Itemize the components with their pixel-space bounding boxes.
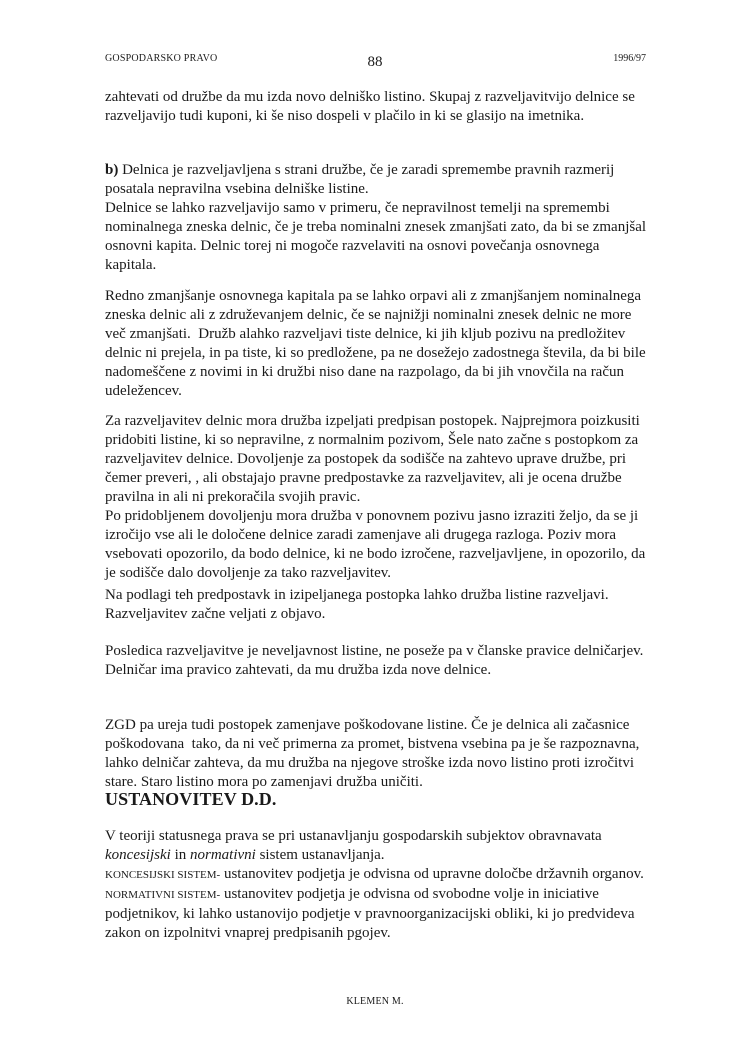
text-run: sistem ustanavljanja. (255, 847, 385, 863)
text-run: ustanovitev podjetja je odvisna od svobodne volje in iniciative podjetnikov, ki lahko ustanovijo podjetje v pravnoorganizacijski obliki, ki jo predvideva zakon on izpolnitvi vnaprej predpisanih pgojev. (105, 886, 639, 941)
section-heading-ustanovitev-dd: USTANOVITEV D.D. (105, 789, 277, 809)
paragraph (105, 605, 647, 624)
header-year: 1996/97 (613, 53, 646, 64)
text-run: Posledica razveljavitve je neveljavnost listine, ne poseže pa v članske pravice delničarjev. Delničar ima pravico zahtevati, da mu družba izda nove delnice. (105, 643, 648, 678)
paragraph (105, 161, 647, 199)
text-run: Po pridobljenem dovoljenju mora družba v ponovnem pozivu jasno izraziti željo, da se ji izročijo vse ali le določene delnice zaradi zamenjave ali drugega razloga. Poziv mora vsebovati opozorilo, da bodo delnice, ki ne bodo izročene, razveljavljene, in opozorilo, da je sodišče dalo dovoljenje za tako razveljavitev. (105, 508, 649, 581)
text-run: Delnica je razveljavljena s strani družbe, če je zaradi spremembe pravnih razmerij posatala nepravilna vsebina delniške listine. (105, 162, 619, 197)
paragraph (105, 885, 647, 943)
paragraph (105, 507, 647, 583)
paragraph-block-continuation (105, 88, 647, 126)
paragraph (105, 827, 647, 865)
paragraph-block-objava (105, 586, 647, 624)
paragraph-block-b-razveljavitev (105, 161, 650, 275)
paragraph (105, 199, 650, 275)
text-run: b) (105, 162, 119, 178)
header-running-title: GOSPODARSKO PRAVO (105, 53, 218, 64)
paragraph-block-zgd-zamenjava (105, 716, 647, 792)
text-run: KONCESIJSKI SISTEM- (105, 869, 221, 881)
paragraph (105, 88, 647, 126)
paragraph (105, 412, 647, 507)
document-body (105, 0, 650, 1061)
paragraph (105, 287, 650, 401)
paragraph-block-postopek (105, 412, 647, 583)
text-run: koncesijski (105, 847, 171, 863)
text-run: in (170, 847, 190, 863)
text-run: Delnice se lahko razveljavijo samo v primeru, če nepravilnost temelji na spremembi nominalnega zneska delnic, če je treba nominalni znesek zmanjšati zato, da bi se zmanjšal osnovni kapita. Delnic torej ni mogoče razvelaviti na osnovi povečanja osnovnega kapitala. (105, 200, 650, 273)
paragraph (105, 642, 647, 680)
paragraph (105, 586, 647, 605)
text-run: V teoriji statusnega prava se pri ustanavljanju gospodarskih subjektov obravnavata (105, 828, 606, 844)
paragraph-block-posledica (105, 642, 647, 680)
page-number: 88 (367, 54, 383, 70)
paragraph-block-redno-zmanjsanje (105, 287, 650, 401)
text-run: ustanovitev podjetja je odvisna od upravne določbe državnih organov. (220, 866, 644, 882)
paragraph-block-sistemi-ustanavljanja (105, 827, 647, 943)
text-run: Za razveljavitev delnic mora družba izpeljati predpisan postopek. Najprejmora poizkusiti pridobiti listine, ki so nepravilne, z normalnim pozivom, Šele nato začne s postopkom za razveljavitev delnice. Dovoljenje za postopek da sodišče na zahtevo uprave družbe, pri čemer preveri, , ali obstajajo pravne predpostavke za razveljavitev, ali je ocena družbe pravilna in ali ni prekoračila svojih pravic. (105, 413, 644, 505)
text-run: NORMATIVNI SISTEM- (105, 889, 221, 901)
text-run: Na podlagi teh predpostavk in izipeljanega postopka lahko družba listine razveljavi. (105, 587, 609, 603)
text-run: zahtevati od družbe da mu izda novo delniško listino. Skupaj z razveljavitvijo delnice se razveljavijo tudi kuponi, ki še niso dospeli v plačilo in ki se glasijo na imetnika. (105, 89, 639, 124)
footer-author: KLEMEN M. (346, 996, 404, 1007)
text-run: ZGD pa ureja tudi postopek zamenjave poškodovane listine. Če je delnica ali začasnice poškodovana tako, da ni več primerna za promet, bistvena vsebina pa je še razpoznavna, lahko delničar zahteva, da mu družba na njegove stroške izda novo listino proti izročitvi stare. Staro listino mora po zamenjavi družba uničiti. (105, 717, 644, 790)
page-footer (0, 991, 750, 1009)
text-run: Razveljavitev začne veljati z objavo. (105, 606, 326, 622)
text-run: Redno zmanjšanje osnovnega kapitala pa se lahko orpavi ali z zmanjšanjem nominalnega zneska delnic ali z združevanjem delnic, če se najnižji nominalni znesek delnic ne more več zmanjšati. Družb alahko razveljavi tiste delnice, ki jih kljub pozivu na predložitev delnic ni prejela, in pa tiste, ki so predložene, pa ne dosežejo zadostnega števila, da bi bile nadomeščene z novimi in ki družbi niso dane na razpolago, da bi jih vnovčila na račun udeležencev. (105, 288, 650, 399)
paragraph (105, 716, 647, 792)
paragraph (105, 865, 647, 885)
text-run: normativni (189, 847, 256, 863)
